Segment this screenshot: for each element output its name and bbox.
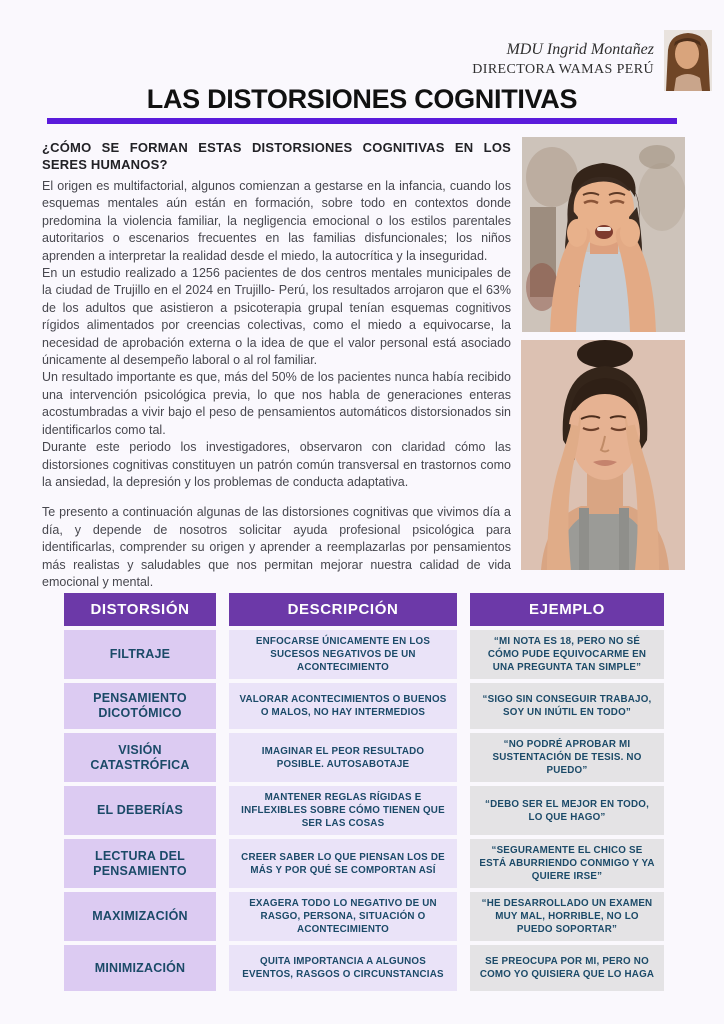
- table-cell-distorsion: MAXIMIZACIÓN: [64, 892, 216, 941]
- table-cell-distorsion: PENSAMIENTO DICOTÓMICO: [64, 683, 216, 729]
- table-cell-descripcion: EXAGERA TODO LO NEGATIVO DE UN RASGO, PERSONA, SITUACIÓN O ACONTECIMIENTO: [229, 892, 457, 941]
- paragraph-period: Durante este periodo los investigadores, observaron con claridad cómo las distorsiones cognitivas constituyen un patrón común transversal en trastornos como la ansiedad, la depresión y los problemas de conducta adaptativa.: [42, 440, 511, 489]
- author-credit: [472, 40, 654, 79]
- table-cell-distorsion: EL DEBERÍAS: [64, 786, 216, 835]
- author-photo-illustration: [664, 30, 712, 91]
- column-header-distorsion: DISTORSIÓN: [64, 593, 216, 626]
- table-cell-ejemplo: “HE DESARROLLADO UN EXAMEN MUY MAL, HORRIBLE, NO LO PUEDO SOPORTAR”: [470, 892, 664, 941]
- table-cell-descripcion: CREER SABER LO QUE PIENSAN LOS DE MÁS Y POR QUÉ SE COMPORTAN ASÍ: [229, 839, 457, 888]
- title-underline: [47, 118, 677, 124]
- author-photo: [664, 30, 712, 91]
- table-cell-distorsion: FILTRAJE: [64, 630, 216, 679]
- table-cell-ejemplo: “MI NOTA ES 18, PERO NO SÉ CÓMO PUDE EQUIVOCARME EN UNA PREGUNTA TAN SIMPLE”: [470, 630, 664, 679]
- table-cell-descripcion: VALORAR ACONTECIMIENTOS O BUENOS O MALOS, NO HAY INTERMEDIOS: [229, 683, 457, 729]
- paragraph-result: Un resultado importante es que, más del 50% de los pacientes nunca había recibido una intervención psicológica previa, lo que nos habla de generaciones enteras acostumbradas a vivir bajo el peso de pensamientos automáticos distorsionados sin identificarlos como tal.: [42, 370, 511, 437]
- photo-crying-girl: [522, 137, 685, 332]
- photo-stressed-woman: [521, 340, 685, 570]
- paragraph-closing: Te presento a continuación algunas de las distorsiones cognitivas que vivimos día a día, y depende de nosotros solicitar ayuda profesional psicológica para identificarlas, comprender su origen y aprender a reemplazarlas por pensamientos más realistas y saludables que nos permitan mejorar nuestra calidad de vida emocional y mental.: [42, 505, 511, 589]
- table-cell-descripcion: QUITA IMPORTANCIA A ALGUNOS EVENTOS, RASGOS O CIRCUNSTANCIAS: [229, 945, 457, 991]
- crying-girl-illustration: [522, 137, 685, 332]
- table-cell-descripcion: IMAGINAR EL PEOR RESULTADO POSIBLE. AUTOSABOTAJE: [229, 733, 457, 782]
- table-cell-ejemplo: “NO PODRÉ APROBAR MI SUSTENTACIÓN DE TESIS. NO PUEDO”: [470, 733, 664, 782]
- question-heading: ¿CÓMO SE FORMAN ESTAS DISTORSIONES COGNITIVAS EN LOS SERES HUMANOS?: [42, 140, 511, 172]
- distortions-table: [64, 593, 664, 991]
- table-cell-descripcion: MANTENER REGLAS RÍGIDAS E INFLEXIBLES SOBRE CÓMO TIENEN QUE SER LAS COSAS: [229, 786, 457, 835]
- column-header-descripcion: DESCRIPCIÓN: [229, 593, 457, 626]
- page-title: LAS DISTORSIONES COGNITIVAS: [146, 84, 578, 114]
- table-cell-distorsion: MINIMIZACIÓN: [64, 945, 216, 991]
- column-header-ejemplo: EJEMPLO: [470, 593, 664, 626]
- table-cell-ejemplo: SE PREOCUPA POR MI, PERO NO COMO YO QUISIERA QUE LO HAGA: [470, 945, 664, 991]
- table-cell-ejemplo: “SIGO SIN CONSEGUIR TRABAJO, SOY UN INÚTIL EN TODO”: [470, 683, 664, 729]
- paragraph-study: En un estudio realizado a 1256 pacientes de dos centros mentales municipales de la ciudad de Trujillo en el 2024 en Trujillo- Perú, los resultados arrojaron que el 63% de los adultos que asistieron a psicoterapia grupal tenían esquemas cognitivos rígidos alimentados por creencias colectivas, como el miedo a equivocarse, la necesidad de aprobación externa o la idea de que el valor personal está asociado únicamente al desempeño laboral o al rol familiar.: [42, 266, 511, 368]
- paragraph-origin: El origen es multifactorial, algunos comienzan a gestarse en la infancia, cuando los esquemas mentales aún están en formación, sobre todo en contextos donde predomina la violencia familiar, la negligencia emocional o los estilos parentales autoritarios o escenarios frecuentes en las familias disfuncionales; los niños aprenden a interpretar la realidad desde el miedo, la autocrítica y la inseguridad.: [42, 179, 511, 263]
- author-role: DIRECTORA WAMAS PERÚ: [472, 62, 654, 77]
- table-cell-ejemplo: “DEBO SER EL MEJOR EN TODO, LO QUE HAGO”: [470, 786, 664, 835]
- table-cell-ejemplo: “SEGURAMENTE EL CHICO SE ESTÁ ABURRIENDO CONMIGO Y YA QUIERE IRSE”: [470, 839, 664, 888]
- table-cell-distorsion: VISIÓN CATASTRÓFICA: [64, 733, 216, 782]
- table-cell-descripcion: ENFOCARSE ÚNICAMENTE EN LOS SUCESOS NEGATIVOS DE UN ACONTECIMIENTO: [229, 630, 457, 679]
- stressed-woman-illustration: [521, 340, 685, 570]
- table-cell-distorsion: LECTURA DEL PENSAMIENTO: [64, 839, 216, 888]
- article: [42, 139, 511, 591]
- author-name: MDU Ingrid Montañez: [506, 41, 654, 58]
